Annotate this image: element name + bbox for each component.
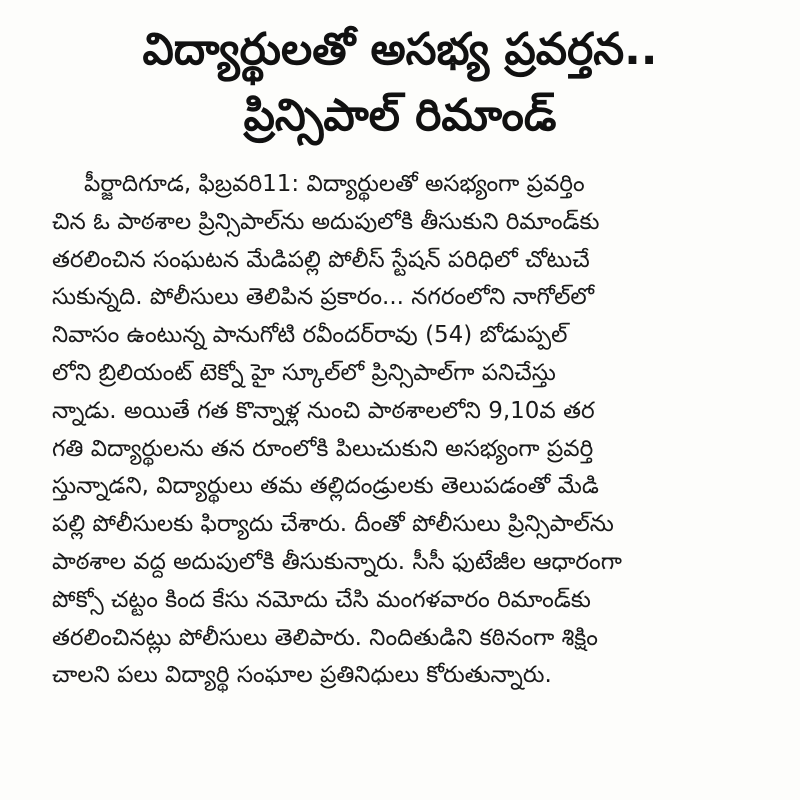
article-line: తరలించిన సంఘటన మేడిపల్లి పోలీస్ స్టేషన్ పరిధిలో చోటుచే xyxy=(52,246,590,273)
article-line: సుకున్నది. పోలీసులు తెలిపిన ప్రకారం... నగరంలోని నాగోల్‌లో xyxy=(52,284,595,311)
article-line: పల్లి పోలీసులకు ఫిర్యాదు చేశారు. దీంతో పోలీసులు ప్రిన్సిపాల్‌ను xyxy=(52,511,614,538)
article-line: గతి విద్యార్థులను తన రూంలోకి పిలుచుకుని అసభ్యంగా ప్రవర్తి xyxy=(52,435,594,462)
article-line: పోక్సో చట్టం కింద కేసు నమోదు చేసి మంగళవారం రిమాండ్‌కు xyxy=(52,586,591,613)
article-line: చాలని పలు విద్యార్థి సంఘాల ప్రతినిధులు కోరుతున్నారు. xyxy=(52,662,552,689)
headline-line-2: ప్రిన్సిపాల్ రిమాండ్ xyxy=(243,90,557,141)
article-line: పీర్జాదిగూడ, ఫిబ్రవరి11: విద్యార్థులతో అసభ్యంగా ప్రవర్తిం xyxy=(84,171,585,197)
article-line: చిన ఓ పాఠశాల ప్రిన్సిపాల్‌ను అదుపులోకి తీసుకుని రిమాండ్‌కు xyxy=(52,208,600,235)
article-line: లోని బ్రిలియంట్ టెక్నో హై స్కూల్‌లో ప్రిన్సిపాల్‌గా పనిచేస్తు xyxy=(52,359,556,386)
article-line: తరలించినట్లు పోలీసులు తెలిపారు. నిందితుడిని కఠినంగా శిక్షిం xyxy=(52,624,598,651)
article-line: నివాసం ఉంటున్న పానుగోటి రవీందర్‌రావు (54) బోడుప్పల్ xyxy=(52,322,568,349)
article-line: న్నాడు. అయితే గత కొన్నాళ్ల నుంచి పాఠశాలలోని 9,10వ తర xyxy=(52,397,595,424)
headline-line-1: విద్యార్థులతో అసభ్య ప్రవర్తన.. xyxy=(142,24,658,75)
article-line: పాఠశాల వద్ద అదుపులోకి తీసుకున్నారు. సీసీ ఫుటేజీల ఆధారంగా xyxy=(52,548,622,575)
article-line: స్తున్నాడని, విద్యార్థులు తమ తల్లిదండ్రులకు తెలుపడంతో మేడి xyxy=(52,473,599,500)
article-body xyxy=(52,166,732,695)
